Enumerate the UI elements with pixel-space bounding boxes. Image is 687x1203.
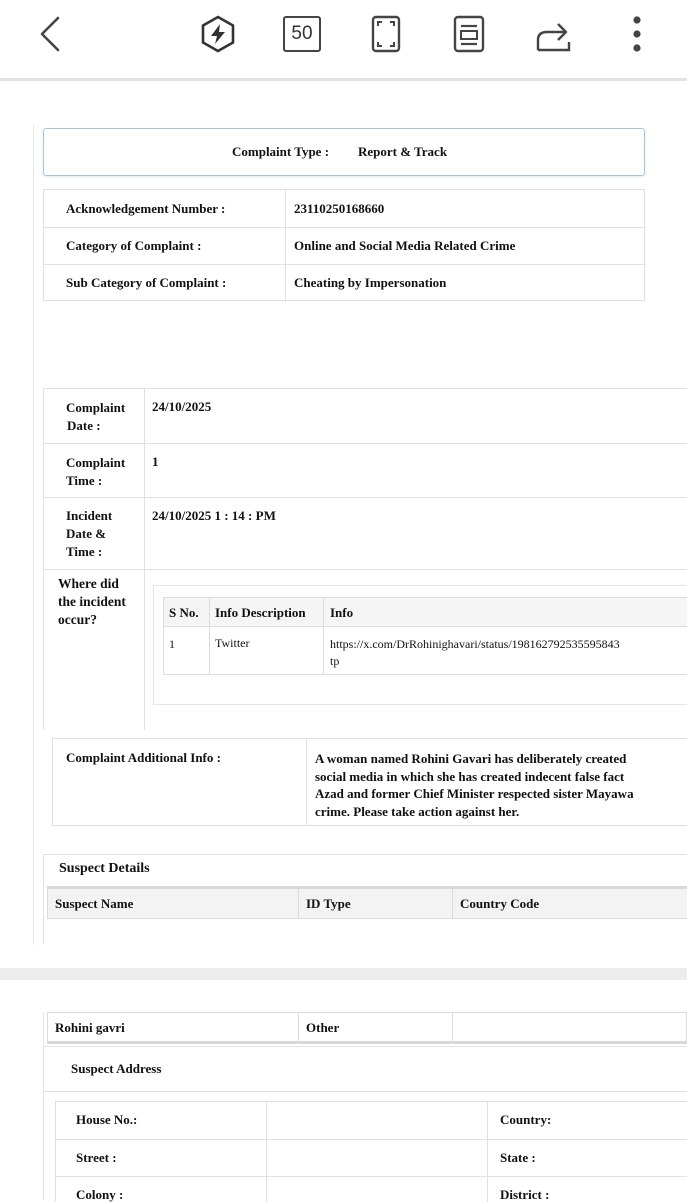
complaint-time-value: 1 (152, 454, 159, 469)
house-no-label: House No.: (76, 1112, 138, 1127)
complaint-type-box (43, 128, 645, 176)
suspect-address-table (55, 1101, 687, 1201)
additional-info-label: Complaint Additional Info : (66, 750, 221, 765)
suspect-col-id-type: ID Type (306, 896, 351, 911)
flash-icon[interactable] (199, 14, 237, 54)
street-label: Street : (76, 1150, 117, 1165)
incident-location-label: Where did the incident occur? (58, 576, 126, 627)
fullscreen-icon[interactable] (370, 14, 402, 54)
suspect-address-section (43, 1046, 687, 1200)
share-icon[interactable] (533, 12, 575, 54)
details-table (43, 388, 687, 730)
incident-datetime-value: 24/10/2025 1 : 14 : PM (152, 508, 276, 523)
page-separator (0, 968, 687, 980)
complaint-date-label: Complaint Date : (66, 400, 126, 433)
incident-col-sno: S No. (169, 605, 199, 620)
complaint-time-label: Complaint Time : (66, 455, 126, 488)
suspect-col-country-code: Country Code (460, 896, 540, 911)
suspect-table-header (47, 886, 687, 919)
category-label: Category of Complaint : (66, 238, 202, 253)
incident-row-info[interactable]: https://x.com/DrRohinighavari/status/198162792535595843 tp (330, 637, 620, 668)
back-arrow-icon[interactable] (36, 14, 66, 54)
incident-col-info: Info (330, 605, 354, 620)
sub-category-label: Sub Category of Complaint : (66, 275, 227, 290)
complaint-type-value: Report & Track (358, 144, 448, 159)
toolbar (0, 0, 687, 81)
country-label: Country: (500, 1112, 552, 1127)
page-count-icon[interactable] (283, 16, 321, 52)
suspect-table-row (47, 1012, 687, 1044)
complaint-type-label: Complaint Type : (232, 144, 330, 159)
ack-number-label: Acknowledgement Number : (66, 201, 226, 216)
incident-row-desc: Twitter (215, 636, 250, 650)
suspect-name-value: Rohini gavri (55, 1020, 125, 1035)
more-vertical-icon[interactable] (630, 14, 644, 54)
incident-info-table (153, 585, 687, 705)
incident-datetime-label: Incident Date & Time : (66, 508, 113, 559)
summary-table (43, 189, 645, 301)
category-value: Online and Social Media Related Crime (294, 238, 516, 253)
reader-icon[interactable] (452, 14, 486, 54)
suspect-address-title: Suspect Address (71, 1061, 162, 1076)
incident-row-sno: 1 (169, 637, 175, 651)
page-count: 50 (291, 23, 313, 44)
district-label: District : (500, 1187, 550, 1202)
state-label: State : (500, 1150, 536, 1165)
suspect-col-name: Suspect Name (55, 896, 134, 911)
colony-label: Colony : (76, 1187, 124, 1202)
incident-col-desc: Info Description (215, 605, 306, 620)
complaint-date-value: 24/10/2025 (152, 399, 212, 414)
ack-number-value: 23110250168660 (294, 201, 385, 216)
additional-info-text: A woman named Rohini Gavari has deliberately created social media in which she has created indecent false fact Azad and former Chief Minister respected sister Mayawa crime. Please take action against her. (315, 751, 634, 819)
suspect-id-type-value: Other (306, 1020, 340, 1035)
suspect-details-section (43, 854, 687, 944)
additional-info-table (52, 738, 687, 826)
sub-category-value: Cheating by Impersonation (294, 275, 447, 290)
suspect-details-title: Suspect Details (59, 861, 150, 876)
